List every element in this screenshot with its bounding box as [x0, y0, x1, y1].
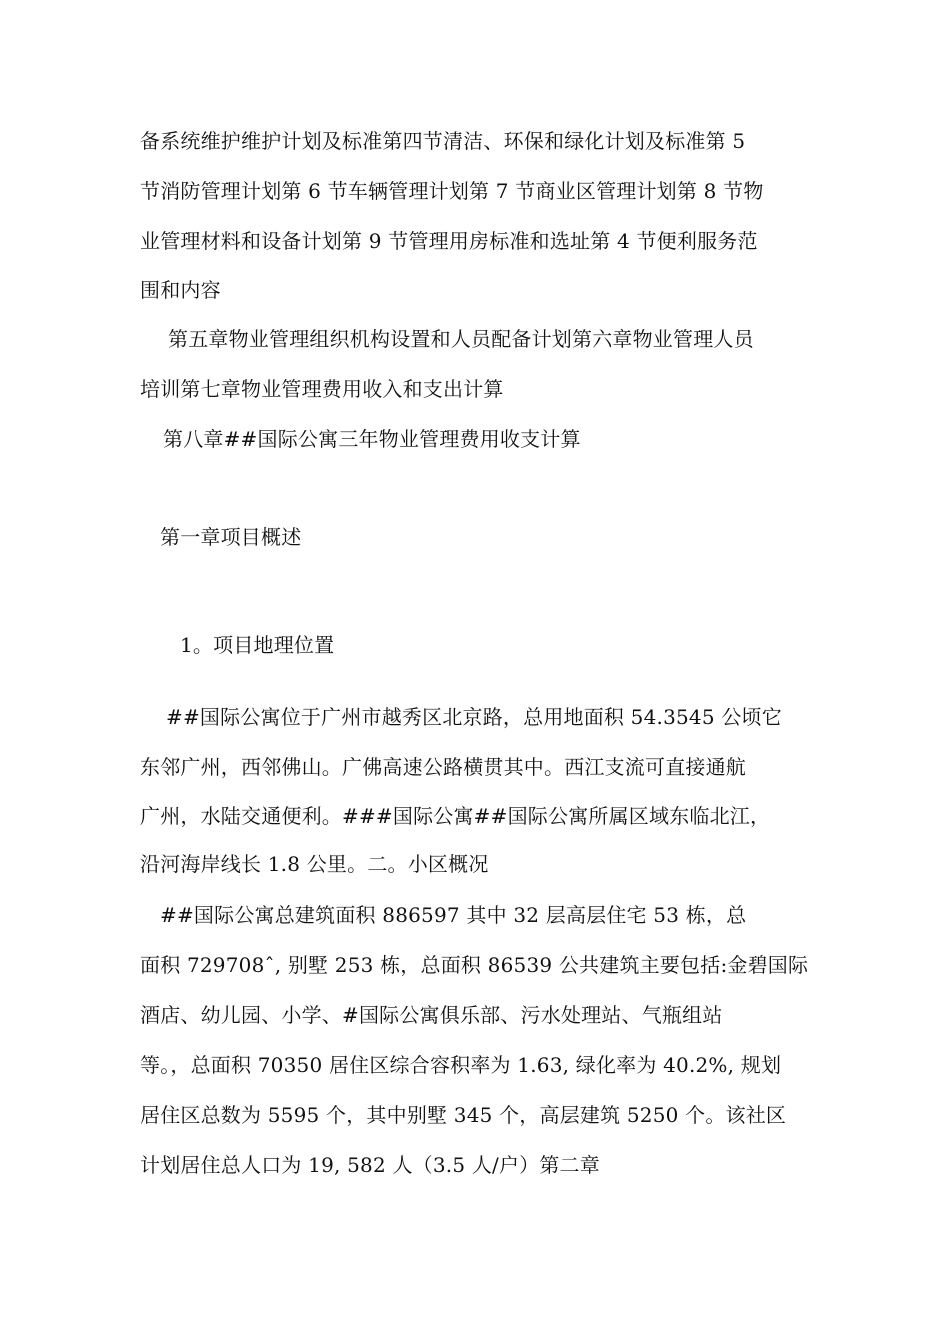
toc-line: 第五章物业管理组织机构设置和人员配备计划第六章物业管理人员 — [168, 327, 754, 351]
body-line: 居住区总数为 5595 个，其中别墅 345 个，高层建筑 5250 个。该社区 — [140, 1103, 787, 1127]
toc-line: 备系统维护维护计划及标准第四节清洁、环保和绿化计划及标准第 5 — [140, 129, 746, 153]
body-line: ##国际公寓位于广州市越秀区北京路，总用地面积 54.3545 公顷它 — [166, 705, 782, 729]
toc-line: 围和内容 — [140, 278, 221, 302]
body-line: 等。，总面积 70350 居住区综合容积率为 1.63, 绿化率为 40.2%, 规划 — [140, 1053, 782, 1077]
toc-line: 培训第七章物业管理费用收入和支出计算 — [140, 377, 504, 401]
body-line: 东邻广州，西邻佛山。广佛高速公路横贯其中。西江支流可直接通航 — [140, 755, 746, 779]
body-line: 沿河海岸线长 1.8 公里。二。小区概况 — [140, 852, 489, 876]
toc-line: 第八章##国际公寓三年物业管理费用收支计算 — [163, 427, 581, 451]
body-line: 计划居住总人口为 19, 582 人（3.5 人/户）第二章 — [140, 1153, 600, 1177]
toc-line: 节消防管理计划第 6 节车辆管理计划第 7 节商业区管理计划第 8 节物 — [140, 179, 764, 203]
body-line: 酒店、幼儿园、小学、#国际公寓俱乐部、污水处理站、气瓶组站 — [140, 1003, 723, 1027]
body-line: ##国际公寓总建筑面积 886597 其中 32 层高层住宅 53 栋，总 — [160, 903, 747, 927]
body-line: 广州，水陆交通便利。###国际公寓##国际公寓所属区域东临北江， — [140, 804, 771, 828]
section-title: 1。项目地理位置 — [180, 633, 335, 657]
body-line: 面积 729708ˆ, 别墅 253 栋，总面积 86539 公共建筑主要包括:金碧国际 — [140, 953, 809, 977]
toc-line: 业管理材料和设备计划第 9 节管理用房标准和选址第 4 节便利服务范 — [140, 229, 758, 253]
chapter-title: 第一章项目概述 — [160, 525, 302, 549]
